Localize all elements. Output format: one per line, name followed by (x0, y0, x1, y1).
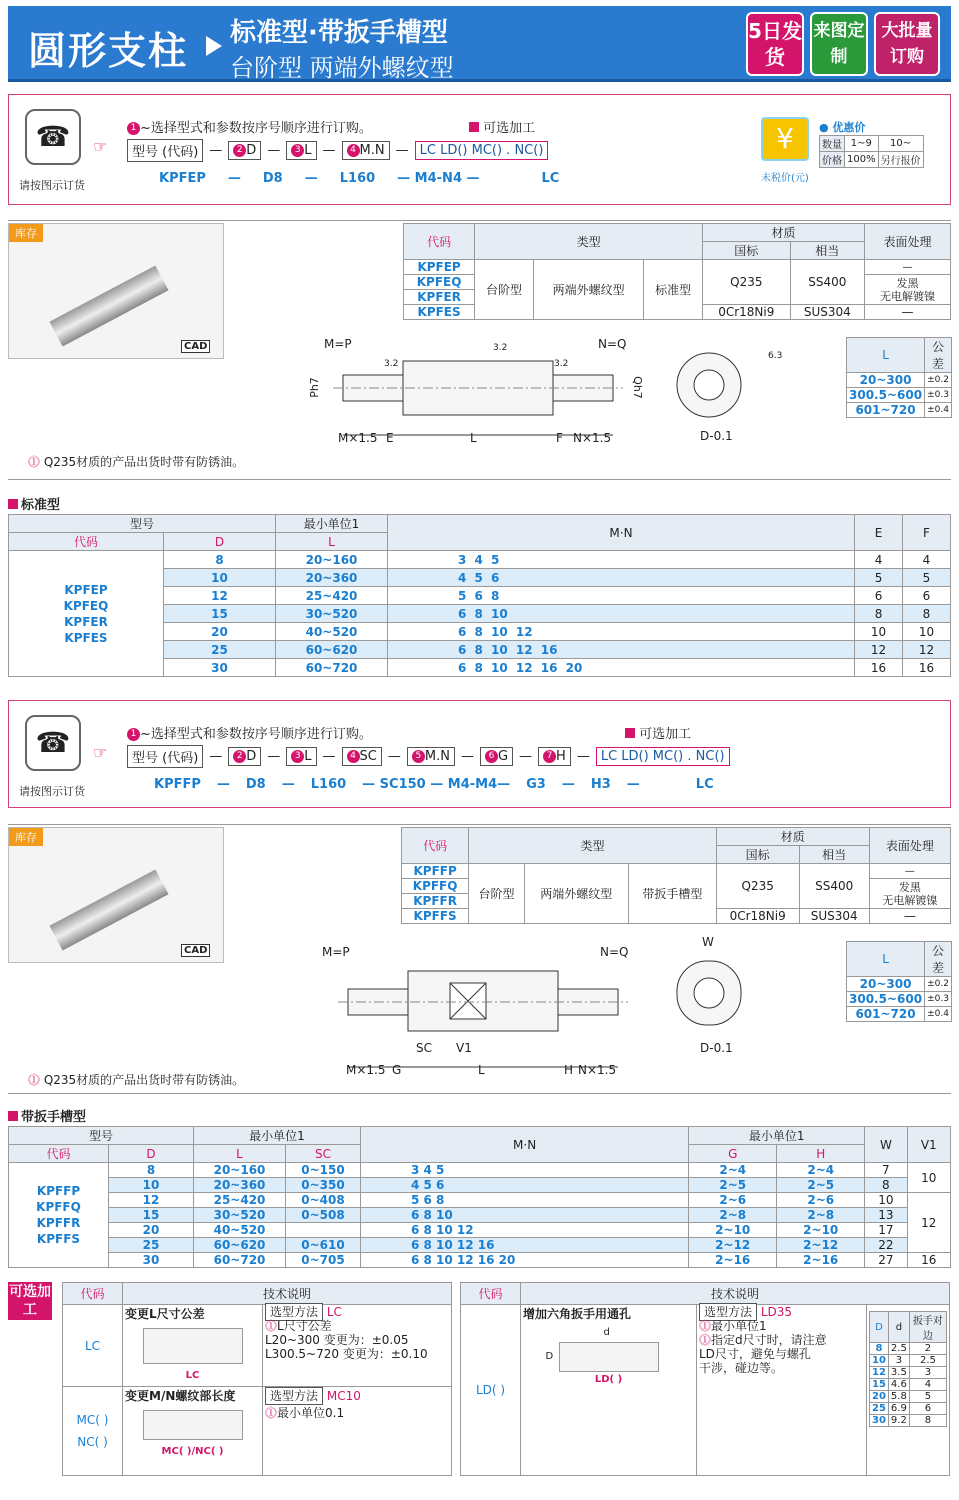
order-box-1 (8, 94, 951, 205)
ex-mn: — M4-N4 — (397, 171, 480, 186)
dim-v: V1 (456, 1041, 472, 1055)
order-box-2 (8, 700, 951, 808)
d-table-row: 12 3.5 3 (870, 1367, 947, 1379)
drawing-end-view (673, 349, 753, 429)
code-list: KPFFP KPFFQ KPFFR KPFFS (9, 1163, 109, 1268)
dim-sc: SC (416, 1041, 432, 1055)
ex-sep: — (304, 171, 318, 186)
note-2: ⓵ Q235材质的产品出货时带有防锈油。 (28, 1073, 245, 1087)
material-table-2: 代码 类型 材质 表面处理 国标 相当 KPFFP 台阶型 两端外螺纹型 带扳手槽型 Q235 SS400 — KPFFQ 发黑 无电解镀镍 KPFFR KPFFS 0Cr18Ni9 SUS304 — (401, 827, 951, 924)
stock-badge: 库存 (9, 828, 43, 846)
dim-mp: M=P (324, 337, 352, 351)
yen-icon: ¥ (761, 117, 809, 161)
table-row: KPFEP KPFEQ KPFER KPFES 8 20~160 3 4 5 4 4 (9, 551, 951, 569)
field-l: 3 L (286, 747, 316, 766)
badge-bulk: 大批量订购 (874, 12, 940, 76)
product-image-2 (8, 827, 224, 963)
drawing-end-view-2 (673, 957, 753, 1037)
d-table-row: 30 9.2 8 (870, 1415, 947, 1427)
dim-g: G (392, 1063, 402, 1077)
badge-5day: 5日发货 (746, 12, 804, 76)
field-h: 7 H (538, 747, 571, 766)
ex-l: L160 (339, 171, 376, 186)
table-row: 15 30~520 0~508 6 8 10 2~8 2~8 13 (9, 1208, 951, 1223)
page-subtitle-2: 台阶型 两端外螺纹型 (230, 54, 454, 82)
product-section-2 (8, 824, 951, 1094)
table-row: 12 25~420 0~408 5 6 8 2~6 2~6 10 12 (9, 1193, 951, 1208)
phone-caption: 请按图示订货 (19, 785, 85, 798)
tolerance-table-1: L 公差 20~300 ±0.2 300.5~600 ±0.3 601~720 ±0.4 (846, 337, 952, 418)
field-sc: 4 SC (342, 747, 382, 766)
page-title: 圆形支柱 (28, 29, 189, 73)
dim-p: Ph7 (307, 377, 321, 398)
wr-title: 带扳手槽型 (8, 1106, 86, 1125)
table-row: 12 25~420 5 6 8 6 6 (9, 587, 951, 605)
d-table: D d 扳手对边 8 2.5 2 10 3 2.5 12 3.5 3 15 4.6 4 20 5.8 5 25 6.9 6 30 9.2 8 (869, 1311, 947, 1427)
arrow-icon (206, 36, 222, 56)
dim-l: L (478, 1063, 485, 1077)
table-row: KPFFP KPFFQ KPFFR KPFFS 8 20~160 0~150 3 4 5 2~4 2~4 7 10 (9, 1163, 951, 1178)
ex-sep: — (227, 171, 241, 186)
instr-text: ~选择型式和参数按序号顺序进行订购。 (140, 121, 372, 136)
table-row: 25 60~620 6 8 10 12 16 12 12 (9, 641, 951, 659)
field-g: 6 G (480, 747, 513, 766)
dim-q: Qh7 (630, 376, 644, 399)
product-section-1 (8, 220, 951, 480)
field-model: 型号 (代码) (127, 745, 203, 768)
d-table-row: 15 4.6 4 (870, 1379, 947, 1391)
optional-label-2: 可选加工 (625, 723, 691, 742)
optional-table-left: 代码 技术说明 LC 变更L尺寸公差 LC 选型方法 LC ⓵L尺寸公差 L20~300 变更为：±0.05 L300.5~720 变更为：±0.10 MC( ) NC( ) 变更M/N螺纹部长度 MC( )/NC( ) 选型方法 MC10 ⓵最小单位0.1 (62, 1282, 452, 1476)
table-row: 10 20~360 0~350 4 5 6 2~5 2~5 8 (9, 1178, 951, 1193)
field-l: 3 L (286, 141, 316, 160)
field-mn: 5 M.N (407, 747, 455, 766)
tolerance-table-2: L 公差 20~300 ±0.2 300.5~600 ±0.3 601~720 ±0.4 (846, 941, 952, 1022)
table-row: 25 60~620 0~610 6 8 10 12 16 2~12 2~12 22 (9, 1238, 951, 1253)
cad-icon[interactable]: CAD (181, 340, 210, 353)
dim-nq: N=Q (600, 945, 629, 959)
dim-mp: M=P (322, 945, 350, 959)
d-table-row: 20 5.8 5 (870, 1391, 947, 1403)
dim-n: N×1.5 (578, 1063, 617, 1077)
table-row: 30 60~720 6 8 10 12 16 20 16 16 (9, 659, 951, 677)
table-row: 10 20~360 4 5 6 5 5 (9, 569, 951, 587)
field-d: 2 D (228, 747, 261, 766)
optional-label (469, 117, 535, 136)
optional-text: 可选加工 (483, 121, 536, 136)
optional-table-right: 代码 技术说明 LD( ) 增加六角扳手用通孔 d D LD( ) 选型方法 LD35 ⓵最小单位1 ⓵指定d尺寸时，请注意 LD尺寸，避免与螺孔 干涉，碰边等。 D d 扳手对边 8 2.5 2 10 3 2.5 12 3.5 3 15 4.6 4 20 5.8 5 25 6.9 6 30 9.2 8 (460, 1282, 950, 1476)
rod-image (49, 265, 168, 346)
d-table-row: 10 3 2.5 (870, 1355, 947, 1367)
note-1: ⓵ Q235材质的产品出货时带有防锈油。 (28, 455, 245, 469)
dim-m: M×1.5 (338, 431, 378, 445)
pointer-icon: ☞ (93, 743, 108, 762)
rod-image (49, 869, 168, 950)
field-options: LC LD() MC() . NC() (596, 747, 730, 766)
code-list: KPFEP KPFEQ KPFER KPFES (9, 551, 164, 677)
price-label: ● 优惠价 (819, 121, 866, 134)
order-instruction: 1 ~选择型式和参数按序号顺序进行订购。 (127, 117, 372, 136)
pointer-icon: ☞ (93, 137, 108, 156)
std-title: 标准型 (8, 494, 60, 513)
dim-w: W (702, 935, 714, 949)
rough-2: 3.2 (493, 343, 508, 353)
tax-label: 未税价(元) (761, 173, 809, 184)
stock-badge: 库存 (9, 224, 43, 242)
order-fields-2: 型号 (代码) — 2 D — 3 L — 4 SC — 5 M.N — 6 G — 7 H — LC LD() MC() . NC() (127, 745, 730, 768)
material-table-1: 代码 类型 材质 表面处理 国标 相当 KPFEP 台阶型 两端外螺纹型 标准型 Q235 SS400 — KPFEQ 发黑 无电解镀镍 KPFER KPFES 0Cr18Ni9 SUS304 — (403, 223, 951, 320)
product-image (8, 223, 224, 359)
ex-d: D8 (262, 171, 283, 186)
phone-icon: ☎ (25, 109, 81, 165)
field-options: LC LD() MC() . NC() (415, 141, 549, 160)
price-table: 数量 1~9 10~ 价格 100% 另行报价 (819, 135, 924, 168)
phone-caption: 请按图示订货 (19, 179, 85, 192)
dim-e: E (386, 431, 394, 445)
cad-icon[interactable]: CAD (181, 944, 210, 957)
field-model: 型号 (代码) (127, 139, 203, 162)
phone-icon: ☎ (25, 715, 81, 771)
table-row: 15 30~520 6 8 10 8 8 (9, 605, 951, 623)
table-row: 30 60~720 0~705 6 8 10 12 16 20 2~16 2~16 27 16 (9, 1253, 951, 1268)
dim-nq: N=Q (598, 337, 627, 351)
drawing-wrench (308, 955, 668, 1075)
ex-code: KPFEP (159, 171, 206, 186)
dim-m: M×1.5 (346, 1063, 386, 1077)
rough-3: 3.2 (554, 359, 569, 369)
optional-title: 可选加工 (9, 1284, 51, 1318)
rough-1: 3.2 (384, 359, 399, 369)
dim-f: F (556, 431, 563, 445)
standard-table: 型号 最小单位1 M·N E F 代码 D L KPFEP KPFEQ KPFER KPFES 8 20~160 3 4 5 4 4 10 20~360 4 5 6 5 5 12 25~420 5 6 8 6 6 15 30~520 6 8 10 8 8 20 40~520 6 8 10 12 10 10 25 60~620 6 8 10 12 16 12 12 30 60~720 6 8 10 12 16 20 16 16 (8, 514, 951, 677)
optional-section (8, 1282, 951, 1478)
page-subtitle: 标准型·带扳手槽型 (230, 18, 448, 48)
order-example (159, 171, 559, 186)
dim-d: D-0.1 (700, 1041, 733, 1055)
field-d: 2 D (228, 141, 261, 160)
badge-custom: 来图定制 (810, 12, 868, 76)
field-mn: 4 M.N (342, 141, 390, 160)
dim-n: N×1.5 (573, 431, 612, 445)
order-fields: 型号 (代码) — 2 D — 3 L — 4 M.N — LC LD() MC() . NC() (127, 139, 548, 162)
page-header (8, 6, 951, 82)
rough-4: 6.3 (768, 351, 783, 361)
table-row: 20 40~520 6 8 10 12 10 10 (9, 623, 951, 641)
wrench-table: 型号 最小单位1 M·N 最小单位1 W V1 代码 D L SC G H KPFFP KPFFQ KPFFR KPFFS 8 20~160 0~150 3 4 5 2~4 2~4 7 10 10 20~360 0~350 4 5 6 2~5 2~5 8 12 25~420 0~408 5 6 8 2~6 2~6 10 12 15 30~520 0~508 6 8 10 2~8 2~8 13 20 40~520 6 8 10 12 2~10 2~10 17 25 60~620 0~610 6 8 10 12 16 2~12 2~12 22 30 60~720 0~705 6 8 10 12 16 20 2~16 2~16 27 16 (8, 1126, 951, 1268)
dim-d: D-0.1 (700, 429, 733, 443)
order-instruction-2: 1 ~选择型式和参数按序号顺序进行订购。 (127, 723, 372, 742)
ex-lc: LC (541, 171, 560, 186)
dim-l: L (470, 431, 477, 445)
d-table-row: 8 2.5 2 (870, 1343, 947, 1355)
lc-title: 变更L尺寸公差 LC (123, 1305, 263, 1387)
table-row: 20 40~520 6 8 10 12 2~10 2~10 17 (9, 1223, 951, 1238)
dim-h: H (564, 1063, 574, 1077)
order-example-2: KPFFP — D8 — L160 — SC150 — M4-M4— G3 — H3 — LC (154, 777, 714, 792)
d-table-row: 25 6.9 6 (870, 1403, 947, 1415)
